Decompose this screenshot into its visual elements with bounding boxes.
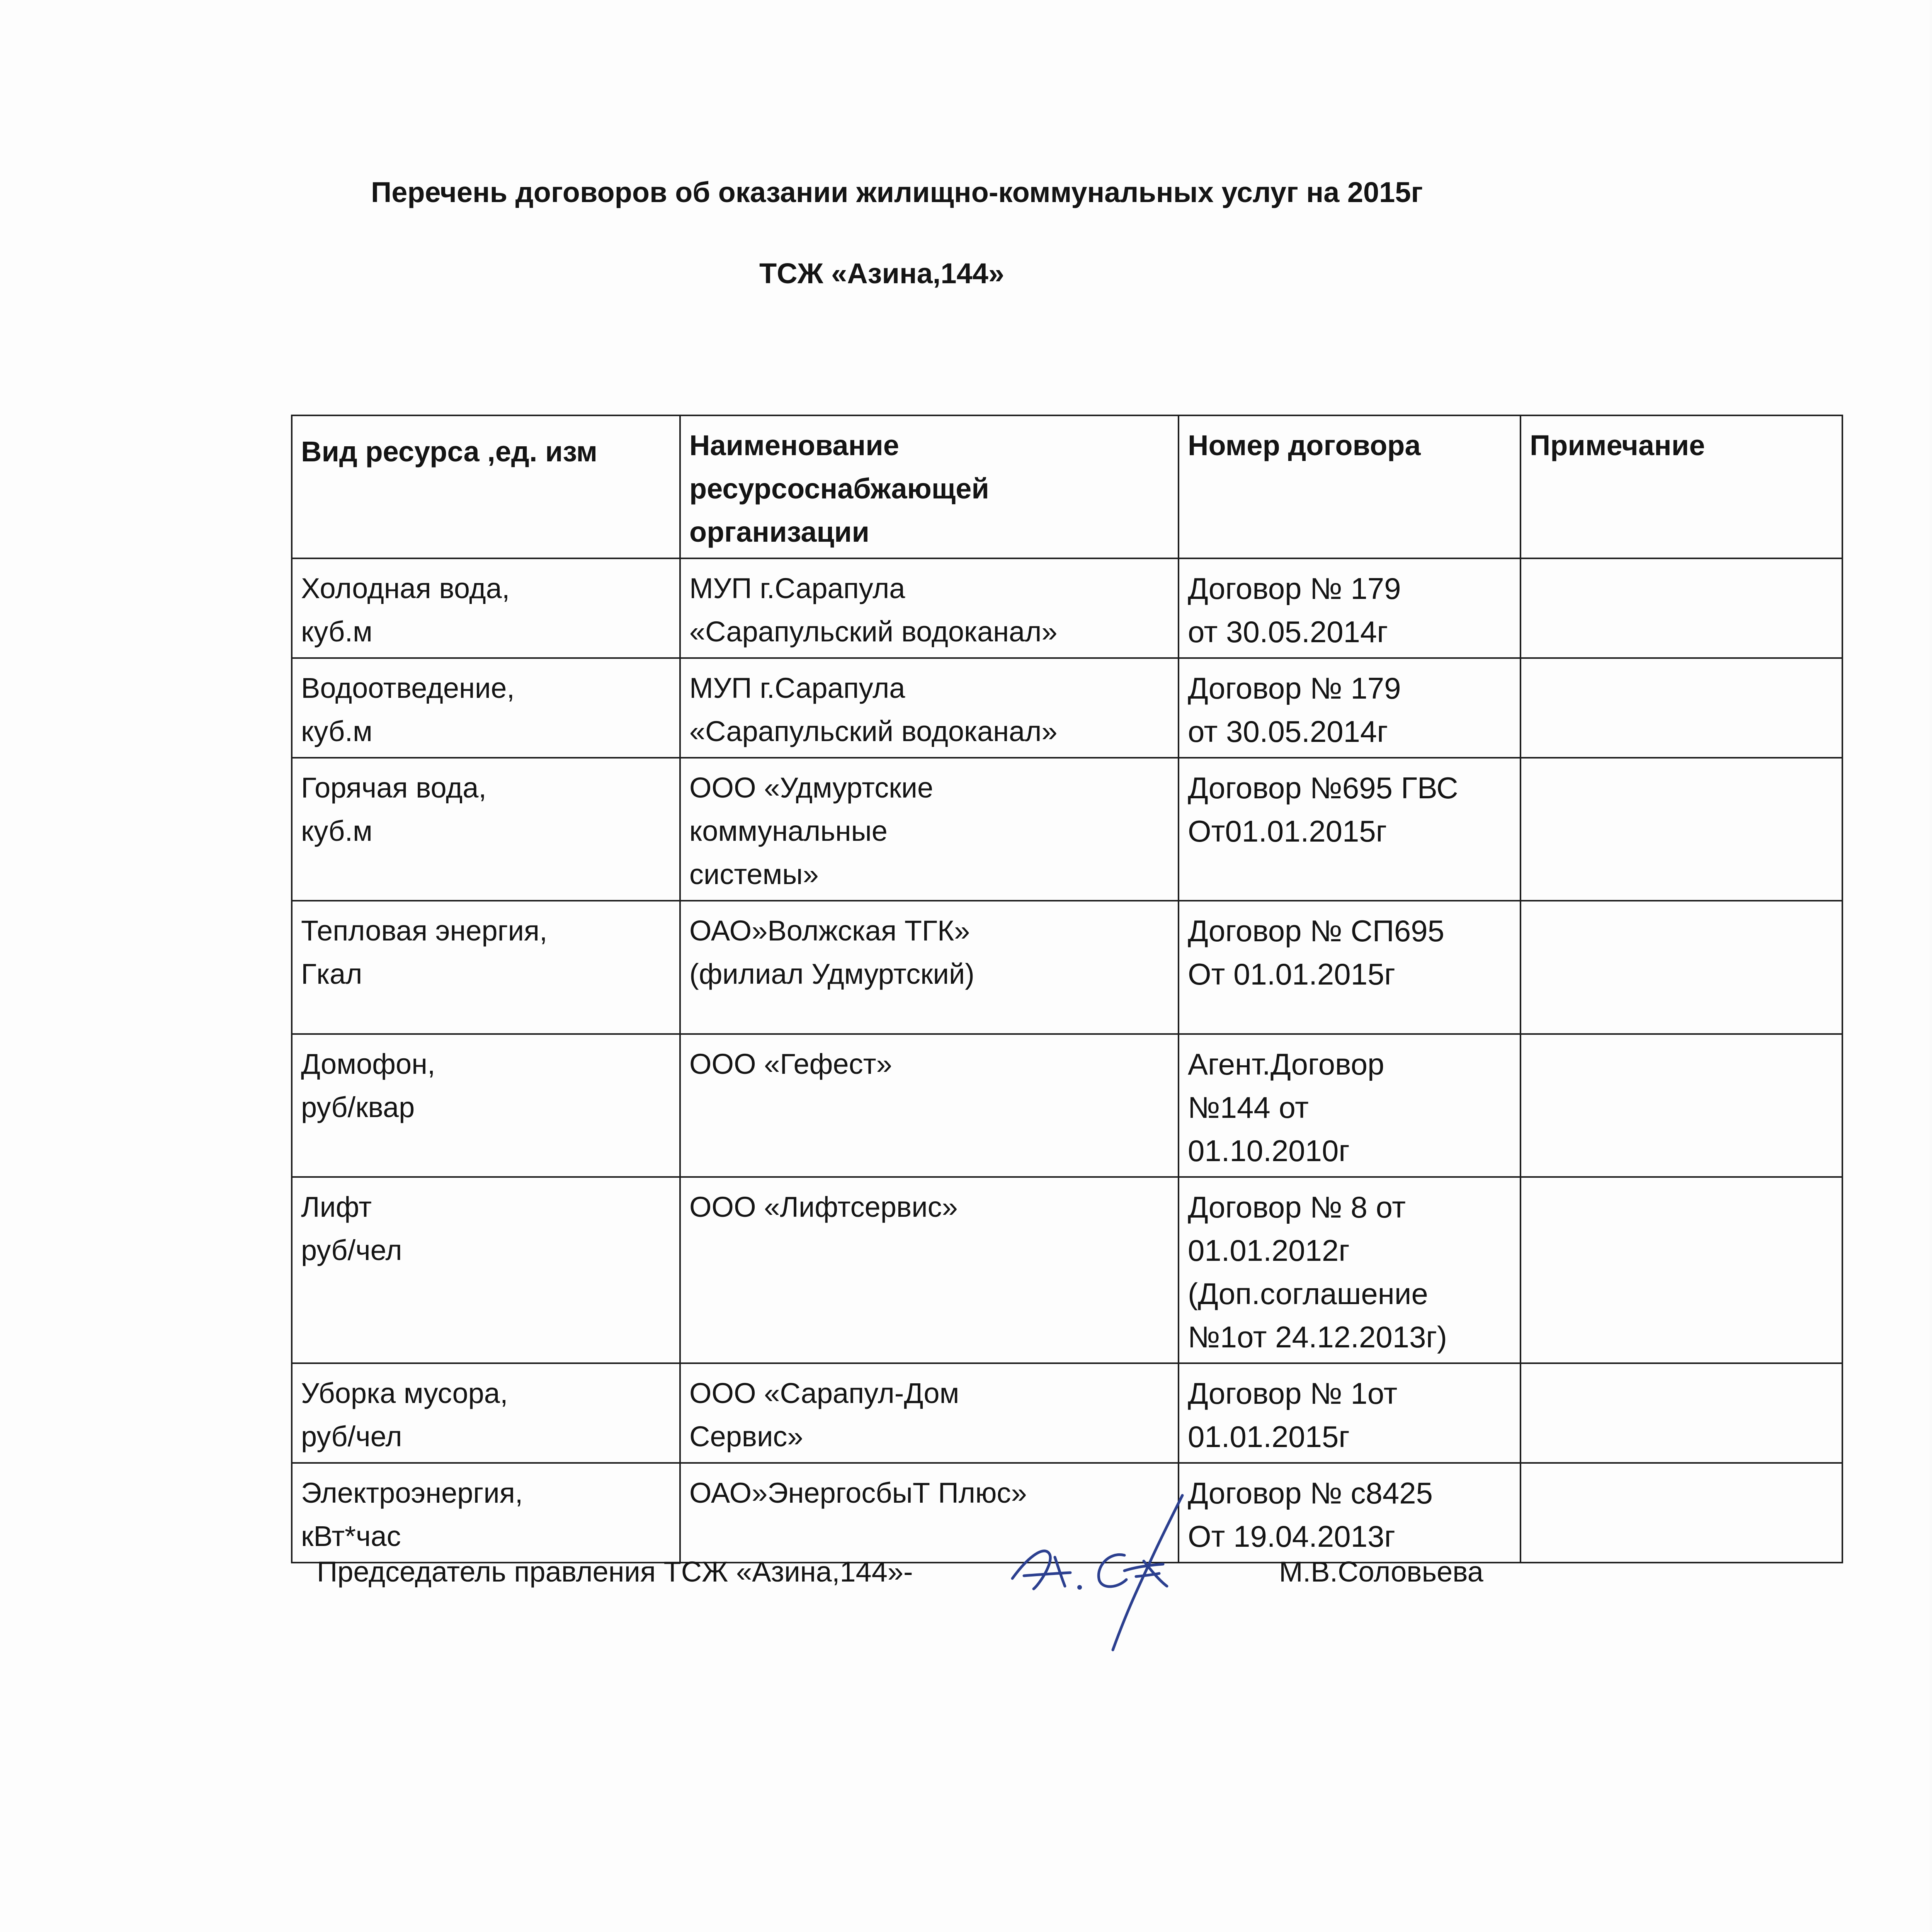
cell-resource-line: Электроэнергия, (301, 1477, 523, 1509)
table-row (292, 1034, 1842, 1177)
header-line: ресурсоснабжающей (689, 473, 989, 505)
chair-name: М.В.Соловьева (1279, 1556, 1483, 1588)
cell-contract-number (1179, 901, 1520, 1034)
cell-contract-number-line: Договор № 8 от (1188, 1190, 1406, 1224)
cell-contract-number-line: 01.01.2012г (1188, 1233, 1350, 1267)
header-note (1520, 415, 1842, 558)
header-line: Примечание (1530, 429, 1705, 461)
cell-resource (292, 558, 680, 658)
cell-contract-number-line: от 30.05.2014г (1188, 615, 1388, 649)
cell-contract-number-line: Агент.Договор (1188, 1047, 1384, 1081)
cell-supplier (680, 758, 1179, 901)
cell-resource-line: руб/чел (301, 1420, 402, 1452)
cell-supplier (680, 1363, 1179, 1463)
document-subtitle: ТСЖ «Азина,144» (759, 257, 1004, 289)
cell-resource-line: куб.м (301, 815, 372, 847)
cell-note (1520, 1177, 1842, 1363)
scanner-edge (1928, 0, 1932, 1932)
table-body (292, 558, 1842, 1563)
cell-resource-line: кВт*час (301, 1520, 401, 1552)
cell-supplier-line: ООО «Сарапул-Дом (689, 1377, 959, 1409)
cell-supplier-line: Сервис» (689, 1420, 803, 1452)
cell-resource-line: руб/чел (301, 1234, 402, 1266)
cell-contract-number-line: От 01.01.2015г (1188, 957, 1395, 991)
cell-resource-line: Лифт (301, 1191, 372, 1223)
cell-supplier (680, 558, 1179, 658)
cell-contract-number-line: Договор №695 ГВС (1188, 771, 1458, 805)
cell-supplier-line: ОАО»ЭнергосбыТ Плюс» (689, 1477, 1027, 1509)
cell-resource (292, 1177, 680, 1363)
cell-contract-number (1179, 558, 1520, 658)
cell-contract-number-line: 01.01.2015г (1188, 1420, 1350, 1454)
cell-resource-line: Тепловая энергия, (301, 915, 548, 947)
contracts-table (291, 415, 1843, 1563)
cell-contract-number-line: Договор № с8425 (1188, 1476, 1433, 1510)
cell-supplier-line: системы» (689, 858, 819, 890)
cell-note (1520, 1463, 1842, 1563)
header-line: организации (689, 516, 870, 548)
cell-note (1520, 758, 1842, 901)
table-header-row (292, 415, 1842, 558)
cell-contract-number-line: №1от 24.12.2013г) (1188, 1320, 1447, 1354)
cell-contract-number-line: (Доп.соглашение (1188, 1277, 1428, 1311)
cell-resource (292, 1463, 680, 1563)
cell-resource (292, 901, 680, 1034)
cell-supplier-line: «Сарапульский водоканал» (689, 715, 1058, 747)
header-supplier (680, 415, 1179, 558)
cell-contract-number (1179, 758, 1520, 901)
cell-supplier-line: ООО «Гефест» (689, 1048, 892, 1080)
cell-contract-number-line: 01.10.2010г (1188, 1134, 1350, 1168)
cell-note (1520, 901, 1842, 1034)
header-line: Номер договора (1188, 429, 1421, 461)
cell-resource-line: куб.м (301, 715, 372, 747)
cell-resource-line: куб.м (301, 616, 372, 648)
cell-supplier-line: «Сарапульский водоканал» (689, 616, 1058, 648)
cell-resource (292, 658, 680, 758)
header-resource (292, 415, 680, 558)
cell-resource-line: Уборка мусора, (301, 1377, 508, 1409)
cell-supplier (680, 1034, 1179, 1177)
cell-resource-line: Гкал (301, 958, 362, 990)
cell-resource-line: Водоотведение, (301, 672, 515, 704)
cell-supplier-line: МУП г.Сарапула (689, 572, 905, 604)
cell-supplier-line: ООО «Удмуртские (689, 772, 934, 804)
cell-note (1520, 658, 1842, 758)
cell-contract-number (1179, 1363, 1520, 1463)
cell-contract-number-line: От 19.04.2013г (1188, 1519, 1395, 1553)
cell-note (1520, 558, 1842, 658)
cell-contract-number-line: Договор № 179 (1188, 571, 1401, 605)
cell-resource (292, 1363, 680, 1463)
cell-note (1520, 1034, 1842, 1177)
cell-contract-number-line: №144 от (1188, 1090, 1309, 1124)
cell-supplier-line: (филиал Удмуртский) (689, 958, 975, 990)
cell-contract-number-line: от 30.05.2014г (1188, 714, 1388, 748)
cell-contract-number-line: От01.01.2015г (1188, 814, 1387, 848)
cell-contract-number (1179, 1463, 1520, 1563)
cell-note (1520, 1363, 1842, 1463)
cell-supplier-line: коммунальные (689, 815, 888, 847)
header-contract-number (1179, 415, 1520, 558)
cell-resource (292, 1034, 680, 1177)
cell-contract-number-line: Договор № 1от (1188, 1376, 1398, 1410)
cell-supplier-line: МУП г.Сарапула (689, 672, 905, 704)
signature-image (997, 1488, 1213, 1665)
table-row (292, 901, 1842, 1034)
table-row (292, 758, 1842, 901)
table-row (292, 558, 1842, 658)
cell-resource-line: Домофон, (301, 1048, 435, 1080)
cell-resource (292, 758, 680, 901)
cell-supplier (680, 1177, 1179, 1363)
cell-contract-number (1179, 1034, 1520, 1177)
header-line: Наименование (689, 429, 899, 461)
cell-supplier (680, 658, 1179, 758)
document-title: Перечень договоров об оказании жилищно-коммунальных услуг на 2015г (371, 176, 1423, 208)
table-row (292, 658, 1842, 758)
cell-supplier-line: ОАО»Волжская ТГК» (689, 915, 970, 947)
table-row (292, 1363, 1842, 1463)
cell-supplier (680, 901, 1179, 1034)
cell-contract-number (1179, 658, 1520, 758)
cell-contract-number-line: Договор № 179 (1188, 671, 1401, 705)
cell-contract-number-line: Договор № СП695 (1188, 914, 1445, 948)
cell-resource-line: руб/квар (301, 1091, 415, 1123)
table-row (292, 1177, 1842, 1363)
header-line: Вид ресурса ,ед. изм (301, 435, 598, 468)
cell-resource-line: Холодная вода, (301, 572, 510, 604)
cell-supplier-line: ООО «Лифтсервис» (689, 1191, 958, 1223)
cell-resource-line: Горячая вода, (301, 772, 486, 804)
chair-label: Председатель правления ТСЖ «Азина,144»- (317, 1556, 913, 1588)
cell-contract-number (1179, 1177, 1520, 1363)
